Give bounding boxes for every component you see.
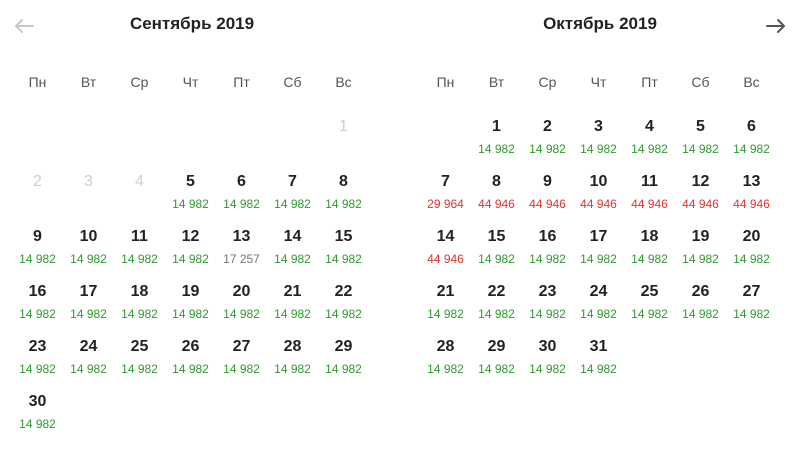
weekday-mon: Пн <box>436 74 455 90</box>
day-price: 14 982 <box>427 307 464 321</box>
calendar-day[interactable] <box>726 281 777 336</box>
day-number: 31 <box>589 338 608 355</box>
day-price: 14 982 <box>70 307 107 321</box>
day-number: 4 <box>135 173 144 190</box>
day-price: 44 946 <box>427 252 464 266</box>
calendar-day[interactable] <box>522 226 573 281</box>
day-price: 14 982 <box>478 252 515 266</box>
day-price: 29 964 <box>427 197 464 211</box>
calendar-day[interactable] <box>318 226 369 281</box>
day-price: 14 982 <box>325 307 362 321</box>
day-price: 14 982 <box>580 307 617 321</box>
empty-cell <box>12 116 63 171</box>
day-number: 30 <box>28 393 47 410</box>
day-price: 14 982 <box>580 362 617 376</box>
day-price: 44 946 <box>529 197 566 211</box>
day-price: 14 982 <box>223 307 260 321</box>
day-price: 14 982 <box>529 307 566 321</box>
day-number: 1 <box>339 118 348 135</box>
calendar-day[interactable] <box>165 281 216 336</box>
day-number: 21 <box>283 283 302 300</box>
calendar-day[interactable] <box>573 336 624 391</box>
day-price: 14 982 <box>325 252 362 266</box>
day-number: 21 <box>436 283 455 300</box>
empty-cell <box>267 116 318 171</box>
calendar-day[interactable] <box>420 171 471 226</box>
day-price: 14 982 <box>733 142 770 156</box>
calendar-day[interactable] <box>522 336 573 391</box>
day-price: 14 982 <box>274 307 311 321</box>
calendar-day[interactable] <box>165 336 216 391</box>
calendar-day[interactable] <box>624 171 675 226</box>
calendar-day[interactable] <box>63 281 114 336</box>
day-number: 8 <box>492 173 501 190</box>
day-price: 14 982 <box>274 252 311 266</box>
calendar-day[interactable] <box>267 226 318 281</box>
day-number: 22 <box>334 283 353 300</box>
day-price: 44 946 <box>682 197 719 211</box>
calendar-day[interactable] <box>573 226 624 281</box>
day-price: 14 982 <box>631 142 668 156</box>
weekday-sun: Вс <box>743 74 760 90</box>
calendar-day[interactable] <box>471 116 522 171</box>
calendar-day <box>63 171 114 226</box>
day-number: 10 <box>79 228 98 245</box>
day-number: 10 <box>589 173 608 190</box>
day-price: 14 982 <box>733 252 770 266</box>
day-price: 14 982 <box>172 362 209 376</box>
day-number: 12 <box>691 173 710 190</box>
weekday-header <box>12 74 372 90</box>
calendar-day[interactable] <box>573 116 624 171</box>
day-number: 23 <box>538 283 557 300</box>
calendar-day[interactable] <box>624 116 675 171</box>
empty-cell <box>165 116 216 171</box>
calendar-day[interactable] <box>420 281 471 336</box>
day-number: 14 <box>283 228 302 245</box>
day-number: 15 <box>334 228 353 245</box>
calendar-day[interactable] <box>165 226 216 281</box>
day-number: 14 <box>436 228 455 245</box>
day-number: 25 <box>640 283 659 300</box>
day-number: 18 <box>130 283 149 300</box>
month-title: Октябрь 2019 <box>543 14 657 33</box>
day-price: 17 257 <box>223 252 260 266</box>
day-number: 24 <box>589 283 608 300</box>
calendar-day[interactable] <box>12 281 63 336</box>
day-price: 14 982 <box>223 197 260 211</box>
day-price: 44 946 <box>631 197 668 211</box>
calendar-day[interactable] <box>573 281 624 336</box>
day-price: 14 982 <box>478 142 515 156</box>
day-price: 14 982 <box>121 307 158 321</box>
day-price: 14 982 <box>274 362 311 376</box>
day-price: 14 982 <box>478 307 515 321</box>
weekday-sat: Сб <box>691 74 710 90</box>
day-number: 30 <box>538 338 557 355</box>
calendar-day[interactable] <box>624 281 675 336</box>
day-price: 14 982 <box>631 252 668 266</box>
day-price: 44 946 <box>733 197 770 211</box>
calendar-day[interactable] <box>114 226 165 281</box>
day-price: 14 982 <box>19 417 56 431</box>
day-number: 18 <box>640 228 659 245</box>
calendar-day[interactable] <box>675 116 726 171</box>
day-price: 14 982 <box>529 142 566 156</box>
calendar-day[interactable] <box>522 281 573 336</box>
empty-cell <box>216 116 267 171</box>
day-price: 14 982 <box>682 307 719 321</box>
calendar-day[interactable] <box>726 116 777 171</box>
day-price: 14 982 <box>223 362 260 376</box>
calendar-day[interactable] <box>216 226 267 281</box>
day-number: 19 <box>691 228 710 245</box>
weekday-fri: Пт <box>233 74 250 90</box>
day-number: 25 <box>130 338 149 355</box>
day-number: 7 <box>288 173 297 190</box>
calendar-day[interactable] <box>675 281 726 336</box>
day-number: 5 <box>696 118 705 135</box>
day-price: 14 982 <box>478 362 515 376</box>
calendar-day[interactable] <box>420 226 471 281</box>
weekday-tue: Вт <box>80 74 97 90</box>
calendar-day[interactable] <box>471 336 522 391</box>
day-price: 14 982 <box>121 252 158 266</box>
day-price: 14 982 <box>172 252 209 266</box>
weekday-thu: Чт <box>590 74 607 90</box>
weekday-fri: Пт <box>641 74 658 90</box>
day-number: 9 <box>33 228 42 245</box>
calendar-day[interactable] <box>675 226 726 281</box>
day-price: 14 982 <box>427 362 464 376</box>
calendar-day[interactable] <box>573 171 624 226</box>
day-number: 15 <box>487 228 506 245</box>
calendar-day[interactable] <box>114 336 165 391</box>
day-number: 27 <box>232 338 251 355</box>
day-price: 14 982 <box>121 362 158 376</box>
day-price: 14 982 <box>70 362 107 376</box>
day-number: 3 <box>594 118 603 135</box>
day-number: 7 <box>441 173 450 190</box>
day-number: 13 <box>232 228 251 245</box>
day-price: 14 982 <box>19 252 56 266</box>
weekday-mon: Пн <box>28 74 47 90</box>
day-number: 4 <box>645 118 654 135</box>
calendar-day[interactable] <box>318 336 369 391</box>
weekday-sun: Вс <box>335 74 352 90</box>
weekday-sat: Сб <box>283 74 302 90</box>
calendar-day[interactable] <box>471 171 522 226</box>
day-price: 14 982 <box>274 197 311 211</box>
day-number: 27 <box>742 283 761 300</box>
calendar-day[interactable] <box>675 171 726 226</box>
day-number: 20 <box>742 228 761 245</box>
calendar-day[interactable] <box>216 336 267 391</box>
day-price: 14 982 <box>325 197 362 211</box>
day-number: 28 <box>436 338 455 355</box>
day-number: 16 <box>538 228 557 245</box>
empty-cell <box>420 116 471 171</box>
day-number: 24 <box>79 338 98 355</box>
calendar-day[interactable] <box>522 116 573 171</box>
day-grid <box>12 116 372 446</box>
day-number: 17 <box>79 283 98 300</box>
day-grid <box>420 116 780 391</box>
calendar-day[interactable] <box>471 226 522 281</box>
weekday-thu: Чт <box>182 74 199 90</box>
calendar-day[interactable] <box>216 171 267 226</box>
day-number: 2 <box>543 118 552 135</box>
day-number: 12 <box>181 228 200 245</box>
calendar-day[interactable] <box>165 171 216 226</box>
day-number: 8 <box>339 173 348 190</box>
calendar-day[interactable] <box>12 391 63 446</box>
calendar-day[interactable] <box>471 281 522 336</box>
day-number: 23 <box>28 338 47 355</box>
day-number: 3 <box>84 173 93 190</box>
day-number: 29 <box>487 338 506 355</box>
day-number: 26 <box>181 338 200 355</box>
calendar-day[interactable] <box>216 281 267 336</box>
day-number: 28 <box>283 338 302 355</box>
day-price: 14 982 <box>172 307 209 321</box>
weekday-header <box>420 74 780 90</box>
day-price: 14 982 <box>682 252 719 266</box>
calendar-day[interactable] <box>726 226 777 281</box>
calendar-day[interactable] <box>12 336 63 391</box>
day-price: 14 982 <box>325 362 362 376</box>
day-number: 2 <box>33 173 42 190</box>
weekday-wed: Ср <box>538 74 557 90</box>
weekday-tue: Вт <box>488 74 505 90</box>
day-number: 17 <box>589 228 608 245</box>
calendar-day <box>318 116 369 171</box>
day-number: 20 <box>232 283 251 300</box>
calendar-day[interactable] <box>267 281 318 336</box>
day-number: 22 <box>487 283 506 300</box>
day-price: 14 982 <box>529 362 566 376</box>
calendar-day[interactable] <box>420 336 471 391</box>
day-price: 14 982 <box>682 142 719 156</box>
day-price: 14 982 <box>733 307 770 321</box>
day-price: 14 982 <box>70 252 107 266</box>
day-number: 26 <box>691 283 710 300</box>
day-number: 9 <box>543 173 552 190</box>
empty-cell <box>63 116 114 171</box>
calendar-day <box>114 171 165 226</box>
calendar-day[interactable] <box>114 281 165 336</box>
weekday-wed: Ср <box>130 74 149 90</box>
day-number: 5 <box>186 173 195 190</box>
day-price: 14 982 <box>529 252 566 266</box>
calendar-day[interactable] <box>624 226 675 281</box>
day-price: 14 982 <box>19 362 56 376</box>
day-number: 6 <box>747 118 756 135</box>
calendar-day[interactable] <box>12 226 63 281</box>
day-price: 14 982 <box>580 142 617 156</box>
calendar-day[interactable] <box>318 281 369 336</box>
day-price: 44 946 <box>478 197 515 211</box>
day-price: 14 982 <box>19 307 56 321</box>
calendar-day[interactable] <box>726 171 777 226</box>
day-price: 14 982 <box>580 252 617 266</box>
day-number: 11 <box>131 228 148 245</box>
day-price: 14 982 <box>631 307 668 321</box>
day-number: 1 <box>492 118 501 135</box>
day-number: 6 <box>237 173 246 190</box>
day-price: 14 982 <box>172 197 209 211</box>
calendar-day[interactable] <box>522 171 573 226</box>
day-price: 44 946 <box>580 197 617 211</box>
day-number: 11 <box>641 173 658 190</box>
day-number: 16 <box>28 283 47 300</box>
day-number: 19 <box>181 283 200 300</box>
calendar-day[interactable] <box>267 171 318 226</box>
calendar-day[interactable] <box>267 336 318 391</box>
month-title: Сентябрь 2019 <box>129 14 255 33</box>
empty-cell <box>114 116 165 171</box>
calendar-day[interactable] <box>63 336 114 391</box>
calendar-day[interactable] <box>63 226 114 281</box>
day-number: 29 <box>334 338 353 355</box>
calendar-day[interactable] <box>318 171 369 226</box>
calendar-day <box>12 171 63 226</box>
day-number: 13 <box>742 173 761 190</box>
